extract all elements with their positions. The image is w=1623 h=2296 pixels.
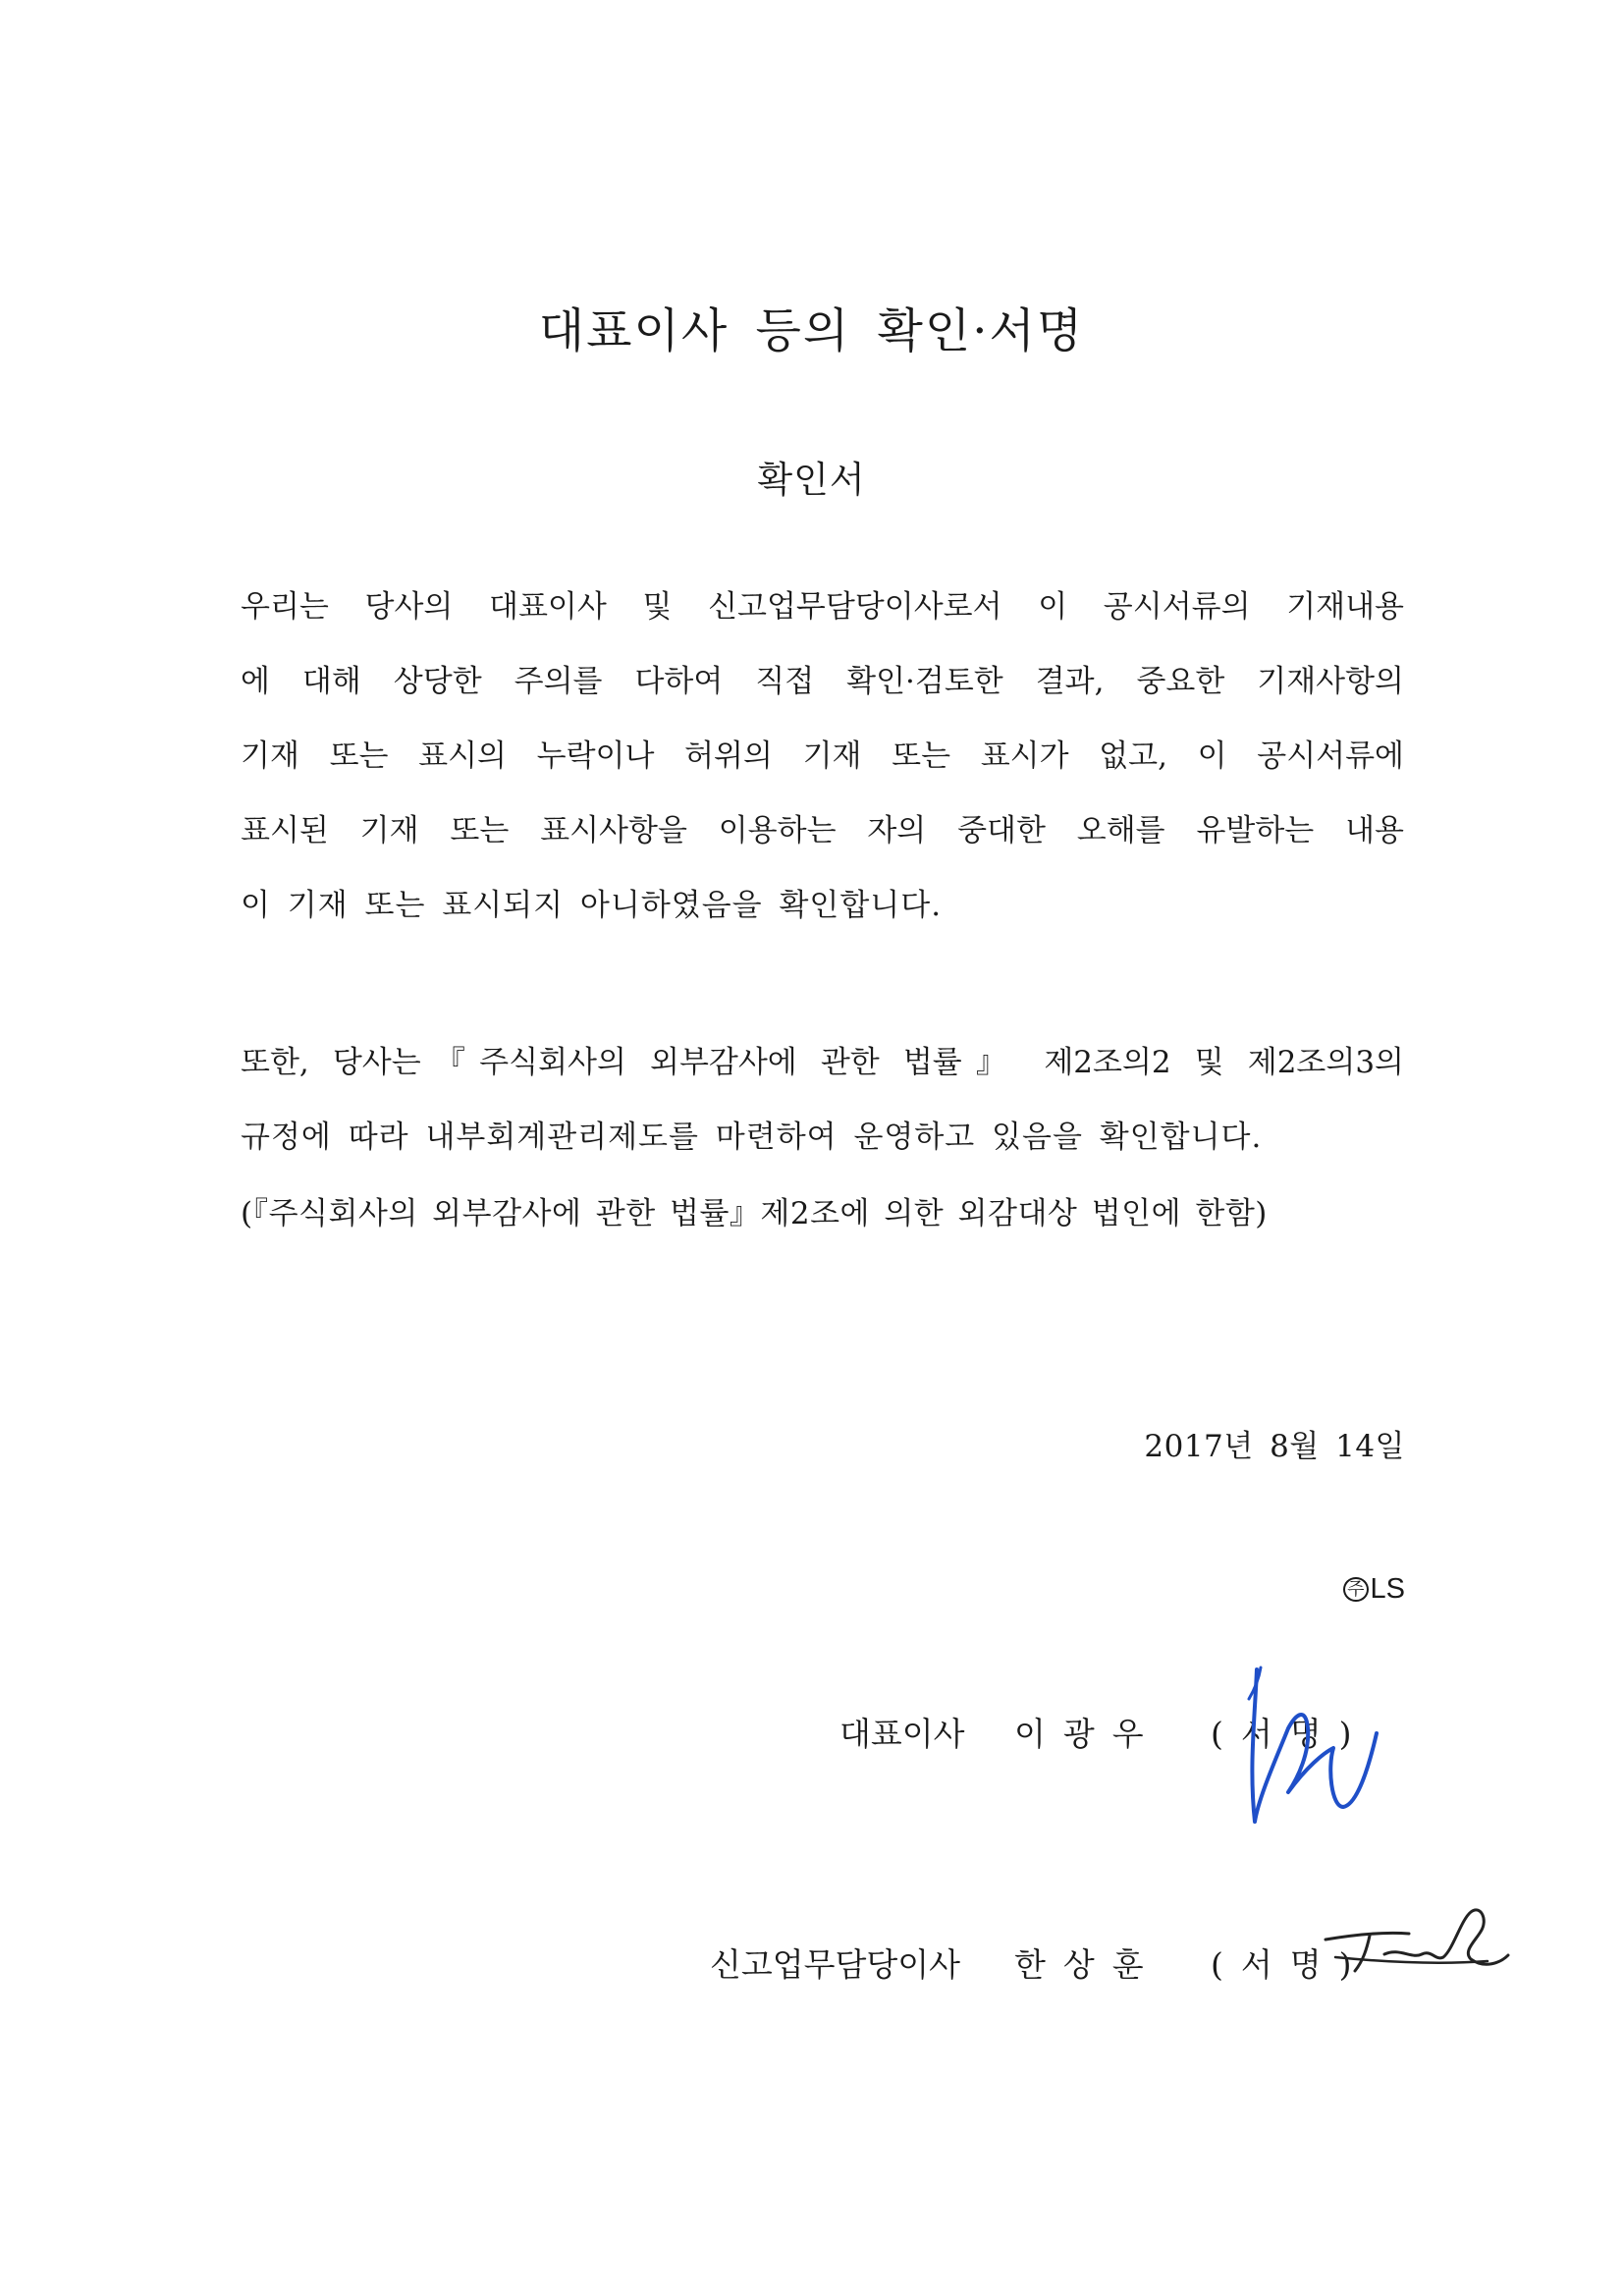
paragraph2-line: 또한, 당사는『주식회사의 외부감사에 관한 법률』 제2조의2 및 제2조의3의 <box>241 1045 1404 1080</box>
signer-role: 신고업무담당이사 <box>710 1945 961 1984</box>
signature-1-image <box>1237 1660 1404 1836</box>
paragraph1-line: 우리는 당사의 대표이사 및 신고업무담당이사로서 이 공시서류의 기재내용 <box>241 589 1404 625</box>
paragraph2-note: (『주식회사의 외부감사에 관한 법률』제2조에 의한 외감대상 법인에 한함) <box>241 1196 1268 1231</box>
document-date: 2017년 8월 14일 <box>1144 1429 1405 1464</box>
signer-sign-label: (서명) <box>1211 1945 1370 1984</box>
signer-name: 한상훈 <box>1014 1945 1162 1984</box>
document-title: 대표이사 등의 확인·서명 <box>538 303 1085 358</box>
signer-sign-label: (서명) <box>1211 1715 1370 1753</box>
paragraph1-line: 기재 또는 표시의 누락이나 허위의 기재 또는 표시가 없고, 이 공시서류에 <box>241 738 1404 774</box>
paragraph1-line: 에 대해 상당한 주의를 다하여 직접 확인·검토한 결과, 중요한 기재사항의 <box>241 664 1404 699</box>
document-subtitle: 확인서 <box>757 459 866 501</box>
signer-name: 이광우 <box>1014 1715 1162 1753</box>
signer-role: 대표이사 <box>839 1715 965 1753</box>
signature-2-image <box>1316 1900 1512 1989</box>
company-name <box>1343 1573 1405 1606</box>
paragraph1-line: 표시된 기재 또는 표시사항을 이용하는 자의 중대한 오해를 유발하는 내용 <box>241 813 1404 848</box>
company-prefix-mark: 주 <box>1343 1577 1368 1602</box>
paragraph2-line: 규정에 따라 내부회계관리제도를 마련하여 운영하고 있음을 확인합니다. <box>241 1120 1263 1155</box>
company-name-text: LS <box>1370 1573 1405 1605</box>
paragraph1-line: 이 기재 또는 표시되지 아니하였음을 확인합니다. <box>241 888 943 923</box>
